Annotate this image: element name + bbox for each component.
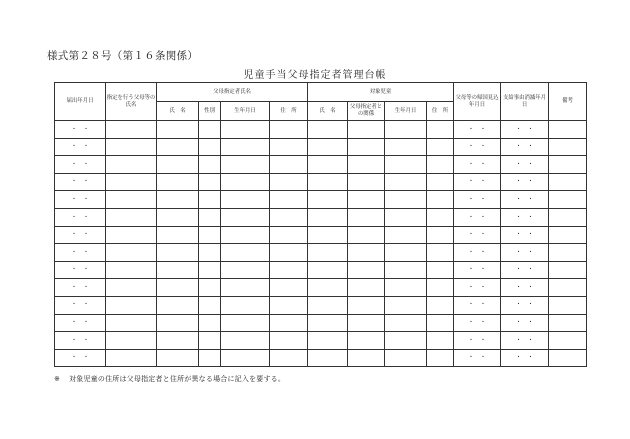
table-cell[interactable] [348,296,385,314]
table-cell[interactable] [199,296,221,314]
table-row [55,191,587,209]
table-cell[interactable] [157,244,199,262]
table-cell[interactable] [427,121,454,139]
table-row [55,173,587,191]
table-cell[interactable] [221,191,270,209]
header-remarks: 備考 [549,83,587,121]
table-cell[interactable] [308,156,348,174]
table-cell[interactable] [157,296,199,314]
table-cell[interactable] [308,261,348,279]
table-cell[interactable] [308,173,348,191]
table-cell[interactable] [427,296,454,314]
table-cell[interactable] [157,138,199,156]
table-cell[interactable] [308,226,348,244]
table-cell[interactable] [199,332,221,350]
table-cell[interactable] [385,208,427,226]
date-cell[interactable]: ・ ・ [454,156,501,174]
table-cell[interactable] [549,208,587,226]
date-cell[interactable]: ・ ・ [55,156,106,174]
table-cell[interactable] [549,244,587,262]
table-cell[interactable] [199,191,221,209]
table-cell[interactable] [549,191,587,209]
table-cell[interactable] [106,296,157,314]
table-cell[interactable] [549,173,587,191]
date-cell[interactable]: ・ ・ [454,226,501,244]
table-cell[interactable] [549,261,587,279]
table-cell[interactable] [385,226,427,244]
table-row [55,244,587,262]
table-cell[interactable] [106,208,157,226]
date-cell[interactable]: ・ ・ [501,261,549,279]
table-cell[interactable] [385,244,427,262]
table-cell[interactable] [308,244,348,262]
table-cell[interactable] [199,279,221,297]
table-cell[interactable] [549,296,587,314]
table-cell[interactable] [106,121,157,139]
date-cell[interactable]: ・ ・ [454,296,501,314]
header-notification-date: 届出年月日 [55,83,106,121]
table-cell[interactable] [348,261,385,279]
table-cell[interactable] [106,261,157,279]
table-cell[interactable] [385,314,427,332]
header-designated-person: 父母指定者氏名 [157,83,308,102]
form-number: 様式第２８号（第１６条関係） [47,50,199,62]
table-cell[interactable] [106,138,157,156]
table-row [55,226,587,244]
table-cell[interactable] [199,349,221,367]
table-cell[interactable] [270,349,308,367]
table-cell[interactable] [270,156,308,174]
date-cell[interactable]: ・ ・ [501,332,549,350]
table-cell[interactable] [270,121,308,139]
table-cell[interactable] [157,314,199,332]
table-cell[interactable] [221,261,270,279]
table-cell[interactable] [427,279,454,297]
header-designated-gender: 性別 [199,102,221,121]
table-cell[interactable] [157,208,199,226]
table-cell[interactable] [427,191,454,209]
table-cell[interactable] [385,332,427,350]
ledger-table [54,82,587,367]
table-cell[interactable] [549,121,587,139]
table-cell[interactable] [106,191,157,209]
table-cell[interactable] [427,156,454,174]
table-cell[interactable] [221,279,270,297]
header-child-name: 氏 名 [308,102,348,121]
table-cell[interactable] [427,226,454,244]
table-cell[interactable] [106,279,157,297]
table-cell[interactable] [549,279,587,297]
table-row [55,156,587,174]
table-cell[interactable] [549,349,587,367]
table-cell[interactable] [348,156,385,174]
header-designated-name: 氏 名 [157,102,199,121]
table-cell[interactable] [427,138,454,156]
table-cell[interactable] [308,191,348,209]
table-cell[interactable] [270,226,308,244]
table-cell[interactable] [199,121,221,139]
date-cell[interactable]: ・ ・ [55,191,106,209]
table-cell[interactable] [157,121,199,139]
date-cell[interactable]: ・ ・ [501,191,549,209]
table-cell[interactable] [348,173,385,191]
table-cell[interactable] [427,261,454,279]
table-cell[interactable] [308,279,348,297]
table-cell[interactable] [385,191,427,209]
table-cell[interactable] [106,244,157,262]
table-cell[interactable] [221,296,270,314]
date-cell[interactable]: ・ ・ [55,244,106,262]
date-cell[interactable]: ・ ・ [55,121,106,139]
table-cell[interactable] [199,314,221,332]
table-cell[interactable] [270,173,308,191]
table-cell[interactable] [157,279,199,297]
document-title: 児童手当父母指定者管理台帳 [243,70,387,81]
date-cell[interactable]: ・ ・ [55,261,106,279]
table-cell[interactable] [549,138,587,156]
date-cell[interactable]: ・ ・ [501,279,549,297]
table-row [55,279,587,297]
table-cell[interactable] [221,332,270,350]
date-cell[interactable]: ・ ・ [454,191,501,209]
table-cell[interactable] [308,314,348,332]
table-cell[interactable] [270,279,308,297]
date-cell[interactable]: ・ ・ [501,244,549,262]
ledger-body [55,121,587,367]
table-cell[interactable] [348,138,385,156]
table-cell[interactable] [348,208,385,226]
date-cell[interactable]: ・ ・ [55,208,106,226]
table-cell[interactable] [221,121,270,139]
table-cell[interactable] [385,296,427,314]
table-cell[interactable] [348,244,385,262]
table-cell[interactable] [106,349,157,367]
table-row [55,261,587,279]
table-cell[interactable] [221,156,270,174]
table-cell[interactable] [199,173,221,191]
date-cell[interactable]: ・ ・ [454,261,501,279]
table-cell[interactable] [348,279,385,297]
table-cell[interactable] [385,156,427,174]
table-cell[interactable] [157,332,199,350]
table-cell[interactable] [549,226,587,244]
table-cell[interactable] [270,332,308,350]
table-cell[interactable] [157,191,199,209]
footnote-mark: ※ [54,375,61,383]
footnote-text: 対象児童の住所は父母指定者と住所が異なる場合に記入を要する。 [69,375,286,383]
table-cell[interactable] [270,314,308,332]
table-cell[interactable] [427,349,454,367]
date-cell[interactable]: ・ ・ [454,121,501,139]
date-cell[interactable]: ・ ・ [55,279,106,297]
header-designated-birthdate: 生年月日 [221,102,270,121]
table-cell[interactable] [385,279,427,297]
table-cell[interactable] [549,332,587,350]
date-cell[interactable]: ・ ・ [55,173,106,191]
table-cell[interactable] [199,208,221,226]
table-cell[interactable] [157,173,199,191]
date-cell[interactable]: ・ ・ [454,173,501,191]
table-cell[interactable] [348,226,385,244]
date-cell[interactable]: ・ ・ [55,296,106,314]
date-cell[interactable]: ・ ・ [454,279,501,297]
table-cell[interactable] [308,332,348,350]
date-cell[interactable]: ・ ・ [454,314,501,332]
date-cell[interactable]: ・ ・ [501,226,549,244]
table-row [55,296,587,314]
date-cell[interactable]: ・ ・ [454,349,501,367]
date-cell[interactable]: ・ ・ [501,314,549,332]
date-cell[interactable]: ・ ・ [501,173,549,191]
header-target-child: 対象児童 [308,83,454,102]
table-cell[interactable] [348,332,385,350]
date-cell[interactable]: ・ ・ [454,332,501,350]
table-row [55,349,587,367]
table-cell[interactable] [106,156,157,174]
table-cell[interactable] [308,121,348,139]
date-cell[interactable]: ・ ・ [454,208,501,226]
date-cell[interactable]: ・ ・ [55,314,106,332]
table-cell[interactable] [221,244,270,262]
date-cell[interactable]: ・ ・ [55,349,106,367]
table-cell[interactable] [348,121,385,139]
table-cell[interactable] [385,138,427,156]
table-cell[interactable] [199,244,221,262]
table-cell[interactable] [221,138,270,156]
table-cell[interactable] [308,208,348,226]
table-row [55,121,587,139]
header-return-date: 父母等の帰国見込年月日 [454,83,501,121]
date-cell[interactable]: ・ ・ [55,226,106,244]
date-cell[interactable]: ・ ・ [501,121,549,139]
table-cell[interactable] [427,208,454,226]
table-cell[interactable] [221,226,270,244]
header-child-address: 住 所 [427,102,454,121]
table-cell[interactable] [348,191,385,209]
table-cell[interactable] [427,244,454,262]
table-cell[interactable] [106,332,157,350]
table-cell[interactable] [308,138,348,156]
table-cell[interactable] [221,173,270,191]
table-cell[interactable] [157,349,199,367]
table-cell[interactable] [308,349,348,367]
table-cell[interactable] [270,261,308,279]
table-cell[interactable] [270,244,308,262]
table-cell[interactable] [221,208,270,226]
table-cell[interactable] [157,261,199,279]
date-cell[interactable]: ・ ・ [501,349,549,367]
date-cell[interactable]: ・ ・ [501,156,549,174]
table-cell[interactable] [427,332,454,350]
header-terminated-date: 支給事由消滅年月日 [501,83,549,121]
table-cell[interactable] [106,173,157,191]
table-cell[interactable] [348,314,385,332]
table-row [55,332,587,350]
table-row [55,208,587,226]
date-cell[interactable]: ・ ・ [501,296,549,314]
table-cell[interactable] [199,138,221,156]
table-cell[interactable] [270,208,308,226]
table-cell[interactable] [106,226,157,244]
table-cell[interactable] [549,156,587,174]
date-cell[interactable]: ・ ・ [454,244,501,262]
table-cell[interactable] [157,156,199,174]
table-cell[interactable] [549,314,587,332]
table-cell[interactable] [270,296,308,314]
table-cell[interactable] [348,349,385,367]
table-cell[interactable] [157,226,199,244]
header-designator-name: 指定を行う父母等の氏名 [106,83,157,121]
date-cell[interactable]: ・ ・ [501,138,549,156]
table-cell[interactable] [199,156,221,174]
table-cell[interactable] [106,314,157,332]
table-cell[interactable] [308,296,348,314]
table-cell[interactable] [270,138,308,156]
date-cell[interactable]: ・ ・ [501,208,549,226]
table-cell[interactable] [385,173,427,191]
table-cell[interactable] [427,173,454,191]
date-cell[interactable]: ・ ・ [55,332,106,350]
header-child-relationship: 父母指定者との関係 [348,102,385,121]
table-cell[interactable] [199,226,221,244]
table-cell[interactable] [427,314,454,332]
date-cell[interactable]: ・ ・ [454,138,501,156]
table-cell[interactable] [385,349,427,367]
table-cell[interactable] [199,261,221,279]
table-cell[interactable] [221,314,270,332]
header-designated-address: 住 所 [270,102,308,121]
table-cell[interactable] [385,121,427,139]
table-cell[interactable] [270,191,308,209]
table-cell[interactable] [221,349,270,367]
table-cell[interactable] [385,261,427,279]
footnote [54,374,285,384]
date-cell[interactable]: ・ ・ [55,138,106,156]
table-row [55,138,587,156]
header-child-birthdate: 生年月日 [385,102,427,121]
table-row [55,314,587,332]
